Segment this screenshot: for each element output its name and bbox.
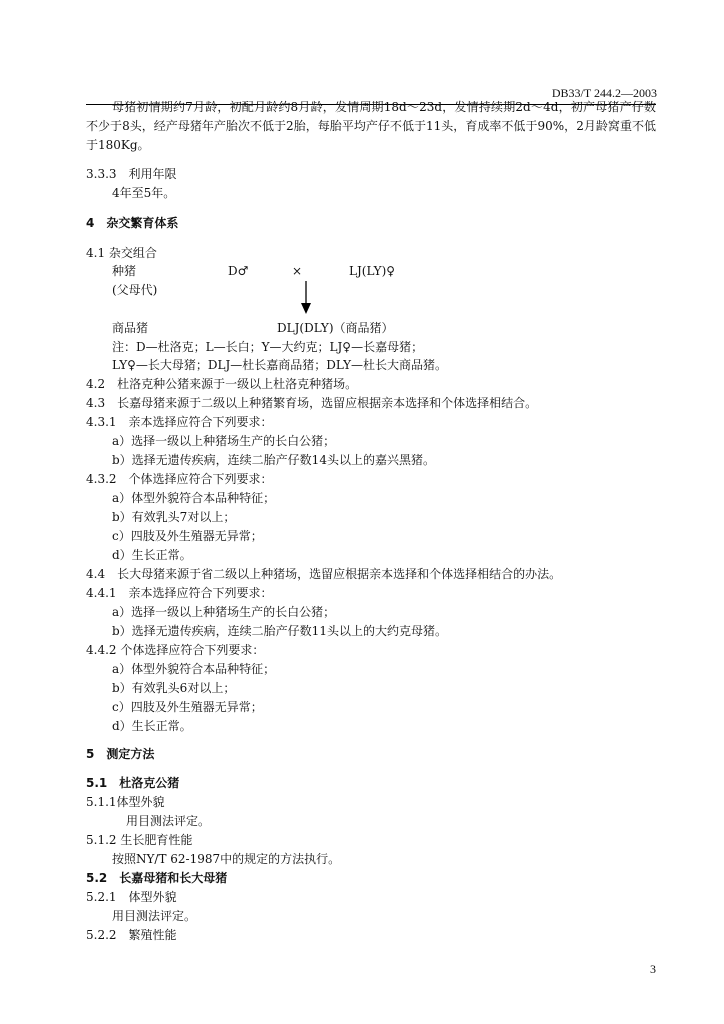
section-5-1-2: 5.1.2 生长肥育性能 (86, 833, 193, 847)
section-5-2-title: 5.2 长嘉母猪和长大母猪 (86, 871, 228, 885)
cross-times: × (292, 264, 303, 278)
page-number: 3 (650, 962, 656, 976)
list-item: a）体型外貌符合本品种特征； (112, 491, 276, 505)
list-item: a）选择一级以上种猪场生产的长白公猪； (112, 605, 336, 619)
section-4-3: 4.3 长嘉母猪来源于二级以上种猪繁育场，选留应根据亲本选择和个体选择相结合。 (86, 396, 538, 410)
list-item: c）四肢及外生殖器无异常； (112, 529, 263, 543)
list-item: b）有效乳头6对以上； (112, 681, 236, 695)
section-4-heading: 4 杂交繁育体系 (86, 216, 179, 230)
section-5-2-2: 5.2.2 繁殖性能 (86, 928, 177, 942)
section-5-2-1-text: 用目测法评定。 (112, 909, 197, 923)
section-5-1-2-text: 按照NY/T 62-1987中的规定的方法执行。 (112, 852, 341, 866)
section-3-3-3-text: 4年至5年。 (112, 186, 176, 200)
list-item: d）生长正常。 (112, 719, 192, 733)
list-item: b）有效乳头7对以上； (112, 510, 236, 524)
section-4-2: 4.2 杜洛克种公猪来源于一级以上杜洛克种猪场。 (86, 377, 358, 391)
cross-note-line-1: 注：D—杜洛克；L—长白；Y—大约克；LJ♀—长嘉母猪； (112, 340, 424, 354)
document-id: DB33/T 244.2—2003 (551, 86, 657, 100)
section-5-2-1: 5.2.1 体型外貌 (86, 890, 177, 904)
section-5-heading: 5 测定方法 (86, 747, 155, 761)
section-3-3-3-title: 3.3.3 利用年限 (86, 167, 177, 181)
cross-row3-label: 商品猪 (112, 321, 149, 335)
section-5-1-title: 5.1 杜洛克公猪 (86, 776, 180, 790)
down-arrow-icon (299, 281, 313, 315)
list-item: a）选择一级以上种猪场生产的长白公猪； (112, 434, 336, 448)
section-5-1-1: 5.1.1体型外貌 (86, 795, 165, 809)
list-item: a）体型外貌符合本品种特征； (112, 662, 276, 676)
cross-male: D♂ (228, 264, 249, 278)
cross-note-line-2: LY♀—长大母猪；DLJ—杜长嘉商品猪；DLY—杜长大商品猪。 (112, 358, 448, 372)
section-4-3-1: 4.3.1 亲本选择应符合下列要求： (86, 415, 273, 429)
paragraph-intro: 母猪初情期约7月龄，初配月龄约8月龄，发情周期18d～23d，发情持续期2d～4d，初产母猪产仔数不少于8头，经产母猪年产胎次不低于2胎，每胎平均产仔不低于11头，育成率不低于90%，2月龄窝重不低于180Kg。 (86, 100, 656, 152)
section-4-1-title: 4.1 杂交组合 (86, 246, 157, 260)
section-4-3-2: 4.3.2 个体选择应符合下列要求： (86, 472, 273, 486)
list-item: b）选择无遗传疾病，连续二胎产仔数11头以上的大约克母猪。 (112, 624, 447, 638)
cross-result: DLJ(DLY)（商品猪） (277, 321, 394, 335)
list-item: d）生长正常。 (112, 548, 192, 562)
section-4-4-1: 4.4.1 亲本选择应符合下列要求： (86, 586, 273, 600)
list-item: b）选择无遗传疾病，连续二胎产仔数14头以上的嘉兴黑猪。 (112, 453, 435, 467)
cross-female: LJ(LY)♀ (349, 264, 396, 278)
section-4-4: 4.4 长大母猪来源于省二级以上种猪场，选留应根据亲本选择和个体选择相结合的办法。 (86, 567, 562, 581)
cross-row1-label: 种猪 (112, 264, 137, 278)
list-item: c）四肢及外生殖器无异常； (112, 700, 263, 714)
cross-row2-label: (父母代) (112, 283, 158, 297)
section-4-4-2: 4.4.2 个体选择应符合下列要求： (86, 643, 265, 657)
section-5-1-1-text: 用目测法评定。 (126, 814, 211, 828)
